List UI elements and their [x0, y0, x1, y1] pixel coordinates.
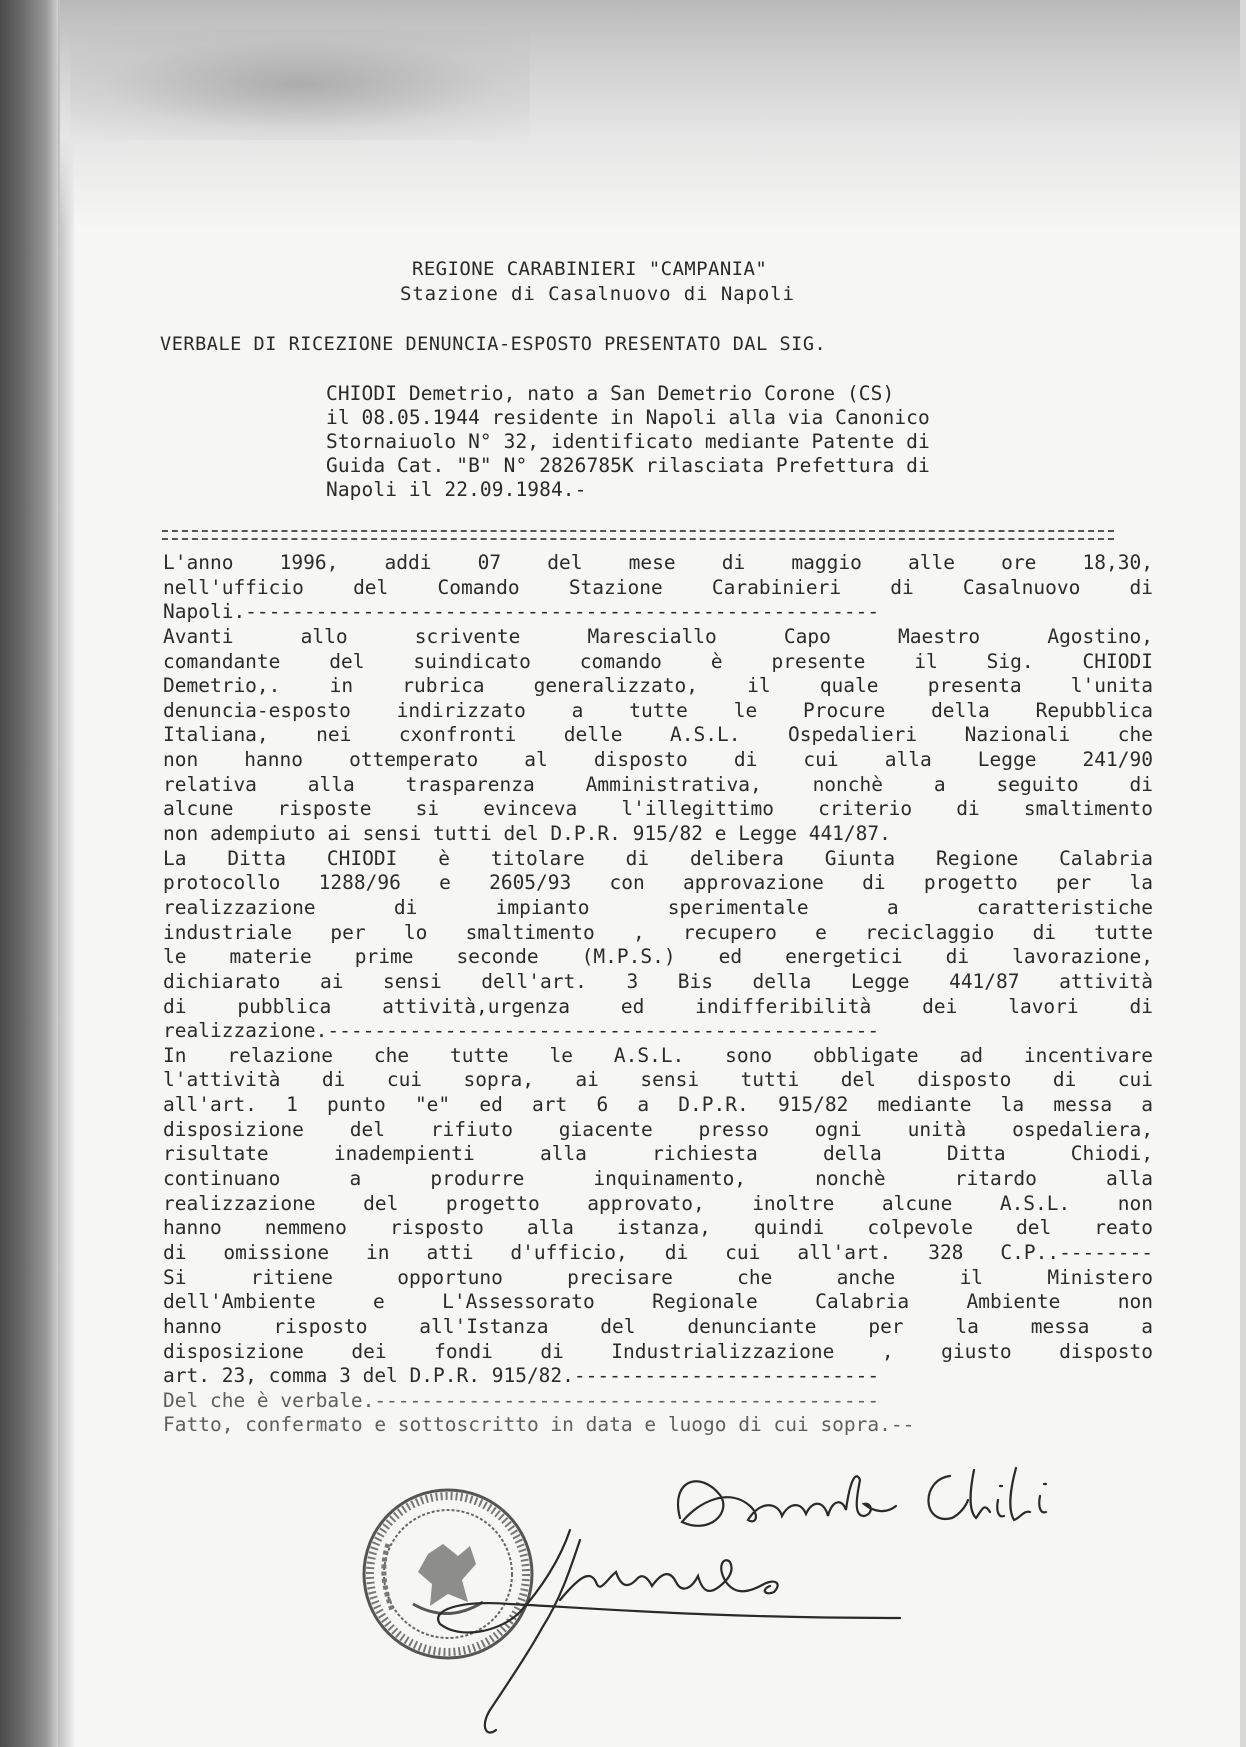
body-line: hanno risposto all'Istanza del denunciante per la messa a [163, 1314, 1153, 1338]
complainant-details [326, 382, 1096, 502]
body-line: Italiana, nei cxonfronti delle A.S.L. Ospedalieri Nazionali che [163, 723, 1153, 747]
intro-line: il 08.05.1944 residente in Napoli alla via Canonico [326, 406, 930, 429]
body-line: all'art. 1 punto "e" ed art 6 a D.P.R. 915/82 mediante la messa a [163, 1093, 1153, 1117]
officer-signature [430, 1500, 910, 1747]
signature-maestro [430, 1500, 910, 1747]
header-region-title: REGIONE CARABINIERI "CAMPANIA" [412, 258, 768, 280]
binder-edge [58, 0, 74, 1747]
body-line: L'anno 1996, addi 07 del mese di maggio alle ore 18,30, [163, 551, 1153, 574]
body-line: art. 23, comma 3 del D.P.R. 915/82.-------------------------- [163, 1364, 880, 1388]
intro-line: Napoli il 22.09.1984.- [326, 478, 587, 501]
body-line: Del che è verbale.------------------------------------------- [163, 1388, 880, 1412]
body-line: Fatto, confermato e sottoscritto in data e luogo di cui sopra.-- [163, 1413, 915, 1437]
body-line: La Ditta CHIODI è titolare di delibera Giunta Regione Calabria [163, 846, 1153, 870]
body-line: Demetrio,. in rubrica generalizzato, il quale presenta l'unita [163, 674, 1153, 698]
body-line: risultate inadempienti alla richiesta della Ditta Chiodi, [163, 1142, 1153, 1166]
intro-line: Stornaiuolo N° 32, identificato mediante Patente di [326, 430, 930, 453]
body-line: non hanno ottemperato al disposto di cui alla Legge 241/90 [163, 748, 1153, 772]
body-line: realizzazione del progetto approvato, inoltre alcune A.S.L. non [163, 1191, 1153, 1215]
body-line: dell'Ambiente e L'Assessorato Regionale Calabria Ambiente non [163, 1290, 1153, 1314]
body-line: denuncia-esposto indirizzato a tutte le Procure della Repubblica [163, 698, 1153, 722]
body-line: dichiarato ai sensi dell'art. 3 Bis della Legge 441/87 attività [163, 969, 1153, 993]
body-line: continuano a produrre inquinamento, nonchè ritardo alla [163, 1167, 1153, 1191]
page-right-edge [1240, 0, 1246, 1747]
body-line: relativa alla trasparenza Amministrativa, nonchè a seguito di [163, 772, 1153, 796]
body-line: disposizione del rifiuto giacente presso ogni unità ospedaliera, [163, 1117, 1153, 1141]
body-line: le materie prime seconde (M.P.S.) ed energetici di lavorazione, [163, 945, 1153, 969]
body-line: Si ritiene opportuno precisare che anche il Ministero [163, 1265, 1153, 1289]
binder-strip [0, 0, 58, 1747]
body-line: l'attività di cui sopra, ai sensi tutti del disposto di cui [163, 1068, 1153, 1092]
body-line: Avanti allo scrivente Maresciallo Capo Maestro Agostino, [163, 624, 1153, 648]
body-line: protocollo 1288/96 e 2605/93 con approvazione di progetto per la [163, 871, 1153, 895]
toner-smudge-dark [70, 30, 530, 140]
report-body [163, 551, 1153, 1438]
header-station-title: Stazione di Casalnuovo di Napoli [400, 283, 795, 305]
body-line: di pubblica attività,urgenza ed indifferibilità dei lavori di [163, 994, 1153, 1018]
body-line: In relazione che tutte le A.S.L. sono obbligate ad incentivare [163, 1043, 1153, 1067]
body-line: non adempiuto ai sensi tutti del D.P.R. 915/82 e Legge 441/87. [163, 822, 891, 846]
body-line: nell'ufficio del Comando Stazione Carabinieri di Casalnuovo di [163, 575, 1153, 599]
body-line: industriale per lo smaltimento , recupero e reciclaggio di tutte [163, 920, 1153, 944]
body-line: di omissione in atti d'ufficio, di cui all'art. 328 C.P..-------- [163, 1240, 1153, 1264]
body-line: realizzazione di impianto sperimentale a caratteristiche [163, 895, 1153, 919]
body-line: alcune risposte si evinceva l'illegittimo criterio di smaltimento [163, 797, 1153, 821]
separator-rule [162, 530, 1114, 540]
body-line: hanno nemmeno risposto alla istanza, quindi colpevole del reato [163, 1216, 1153, 1240]
document-title: VERBALE DI RICEZIONE DENUNCIA-ESPOSTO PRESENTATO DAL SIG. [160, 334, 827, 355]
body-line: Napoli.------------------------------------------------------ [163, 600, 880, 624]
intro-line: CHIODI Demetrio, nato a San Demetrio Corone (CS) [326, 382, 895, 405]
intro-line: Guida Cat. "B" N° 2826785K rilasciata Prefettura di [326, 454, 930, 477]
body-line: comandante del suindicato comando è presente il Sig. CHIODI [163, 649, 1153, 673]
body-line: realizzazione.----------------------------------------------- [163, 1019, 880, 1043]
body-line: disposizione dei fondi di Industrializzazione , giusto disposto [163, 1339, 1153, 1363]
